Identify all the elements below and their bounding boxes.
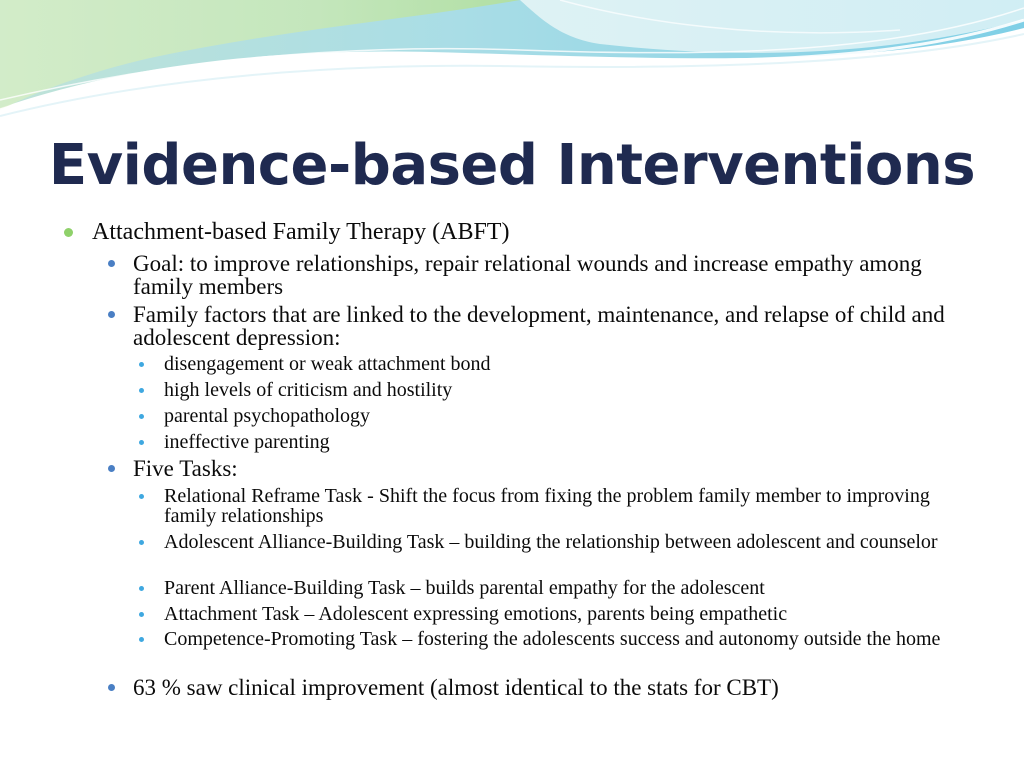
list-item-label: ineffective parenting xyxy=(164,431,330,453)
list-item-label: Adolescent Alliance-Building Task – building the relationship between adolescent and counselor xyxy=(164,531,938,553)
list-item-label: Attachment-based Family Therapy (ABFT) xyxy=(92,219,510,245)
bullet-icon xyxy=(139,586,144,591)
bullet-icon xyxy=(139,637,144,642)
bullet-icon xyxy=(139,362,144,367)
bullet-icon xyxy=(139,388,144,393)
list-item-label: parental psychopathology xyxy=(164,405,371,427)
list-item-label: Competence-Promoting Task – fostering the adolescents success and autonomy outside the home xyxy=(164,628,941,650)
list-item-label: Five Tasks: xyxy=(133,456,238,481)
bullet-icon xyxy=(64,228,73,237)
list-item-label: Attachment Task – Adolescent expressing emotions, parents being empathetic xyxy=(164,603,788,625)
slide-title: Evidence-based Interventions xyxy=(48,133,976,198)
bullet-icon xyxy=(108,260,115,267)
bullet-icon xyxy=(139,494,144,499)
list-item-label: Relational Reframe Task - Shift the focus from fixing the problem family member to improving family relationships xyxy=(164,485,930,527)
bullet-icon xyxy=(139,414,144,419)
bullet-icon xyxy=(139,612,144,617)
bullet-icon xyxy=(139,440,144,445)
header-wave-decoration xyxy=(0,0,1024,130)
list-item-label: high levels of criticism and hostility xyxy=(164,379,453,401)
bullet-icon xyxy=(108,465,115,472)
list-item-label: Goal: to improve relationships, repair relational wounds and increase empathy among family members xyxy=(133,251,922,299)
list-item-label: Parent Alliance-Building Task – builds parental empathy for the adolescent xyxy=(164,577,765,599)
list-item-label: 63 % saw clinical improvement (almost identical to the stats for CBT) xyxy=(133,675,779,700)
list-item-label: disengagement or weak attachment bond xyxy=(164,353,491,375)
list-item-label: Family factors that are linked to the development, maintenance, and relapse of child and adolescent depression: xyxy=(133,302,945,350)
bullet-icon xyxy=(108,311,115,318)
bullet-icon xyxy=(108,684,115,691)
bullet-icon xyxy=(139,540,144,545)
